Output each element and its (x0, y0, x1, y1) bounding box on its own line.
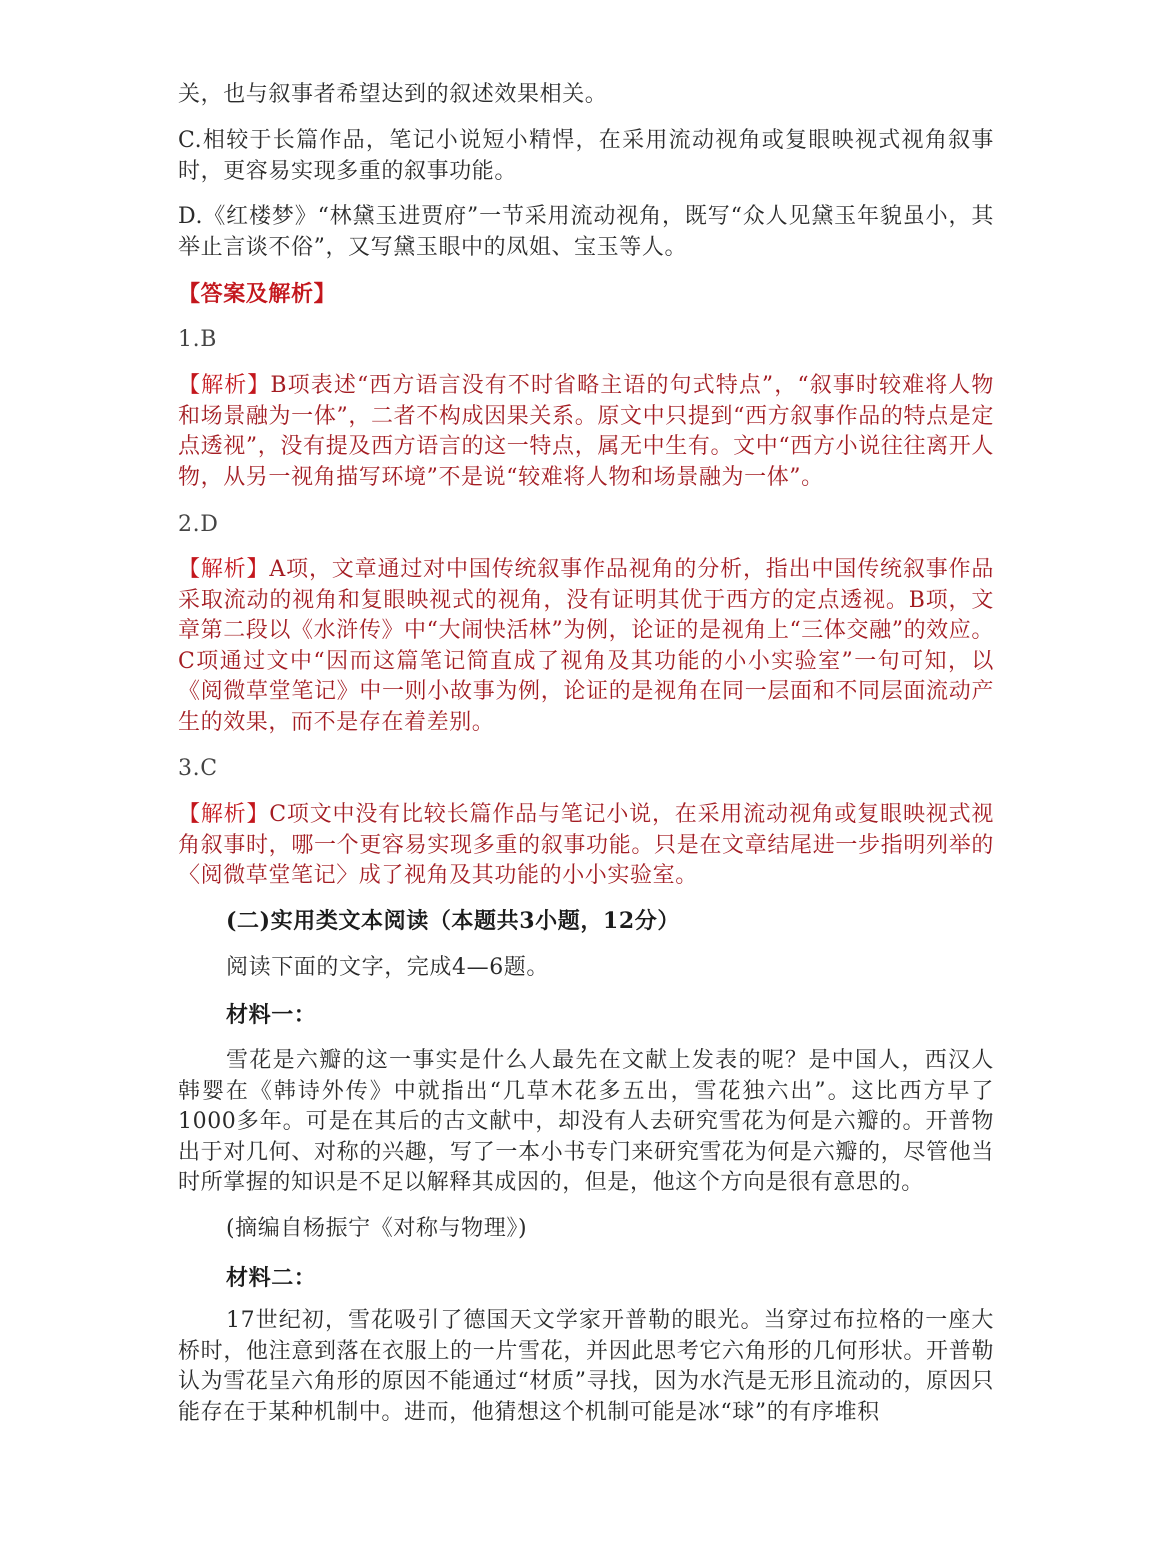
material-1-source: (摘编自杨振宁《对称与物理》) (226, 1216, 528, 1241)
answer-1-number: 1.B (178, 327, 217, 352)
continued-paragraph: 关，也与叙事者希望达到的叙述效果相关。 (178, 82, 608, 107)
answer-2-analysis (178, 555, 994, 738)
answer-2-number: 2.D (178, 512, 219, 537)
answer-heading: 【答案及解析】 (178, 281, 337, 307)
material-2-text: 17世纪初，雪花吸引了德国天文学家开普勒的眼光。当穿过布拉格的一座大桥时，他注意到落在衣服上的一片雪花，并因此思考它六角形的几何形状。开普勒认为雪花呈六角形的原因不能通过“材质”寻找，因为水汽是无形且流动的，原因只能存在于某种机制中。进而，他猜想这个机制可能是冰“球”的有序堆积 (178, 1308, 994, 1425)
analysis-tag: 【解析】 (178, 802, 270, 827)
reading-instruction: 阅读下面的文字，完成4—6题。 (226, 955, 549, 980)
section-title: (二)实用类文本阅读（本题共3小题，12分） (226, 908, 680, 934)
answer-2-text: A项，文章通过对中国传统叙事作品视角的分析，指出中国传统叙事作品采取流动的视角和复眼映视式的视角，没有证明其优于西方的定点透视。B项，文章第二段以《水浒传》中“大闹快活林”为例，论证的是视角上“三体交融”的效应。C项通过文中“因而这篇笔记简直成了视角及其功能的小小实验室”一句可知，以《阅微草堂笔记》中一则小故事为例，论证的是视角在同一层面和不同层面流动产生的效果，而不是存在着差别。 (178, 557, 994, 735)
answer-1-analysis (178, 371, 994, 493)
material-1-title: 材料一： (226, 1002, 317, 1028)
answer-3-analysis (178, 800, 994, 892)
analysis-tag: 【解析】 (178, 373, 271, 398)
answer-1-text: B项表述“西方语言没有不时省略主语的句式特点”，“叙事时较难将人物和场景融为一体”，二者不构成因果关系。原文中只提到“西方叙事作品的特点是定点透视”，没有提及西方语言的这一特点，属无中生有。文中“西方小说往往离开人物，从另一视角描写环境”不是说“较难将人物和场景融为一体”。 (178, 373, 994, 490)
material-2-title: 材料二： (226, 1265, 317, 1291)
option-d: D.《红楼梦》“林黛玉进贾府”一节采用流动视角，既写“众人见黛玉年貌虽小，其举止言谈不俗”，又写黛玉眼中的凤姐、宝玉等人。 (178, 204, 994, 260)
option-c: C.相较于长篇作品，笔记小说短小精悍，在采用流动视角或复眼映视式视角叙事时，更容易实现多重的叙事功能。 (178, 128, 994, 184)
answer-3-number: 3.C (178, 756, 218, 781)
answer-3-text: C项文中没有比较长篇作品与笔记小说，在采用流动视角或复眼映视式视角叙事时，哪一个更容易实现多重的叙事功能。只是在文章结尾进一步指明列举的〈阅微草堂笔记〉成了视角及其功能的小小实验室。 (178, 802, 994, 888)
analysis-tag: 【解析】 (178, 557, 270, 582)
material-1-text: 雪花是六瓣的这一事实是什么人最先在文献上发表的呢？是中国人，西汉人韩婴在《韩诗外传》中就指出“几草木花多五出，雪花独六出”。这比西方早了1000多年。可是在其后的古文献中，却没有人去研究雪花为何是六瓣的。开普物出于对几何、对称的兴趣，写了一本小书专门来研究雪花为何是六瓣的，尽管他当时所掌握的知识是不足以解释其成因的，但是，他这个方向是很有意思的。 (178, 1048, 994, 1195)
